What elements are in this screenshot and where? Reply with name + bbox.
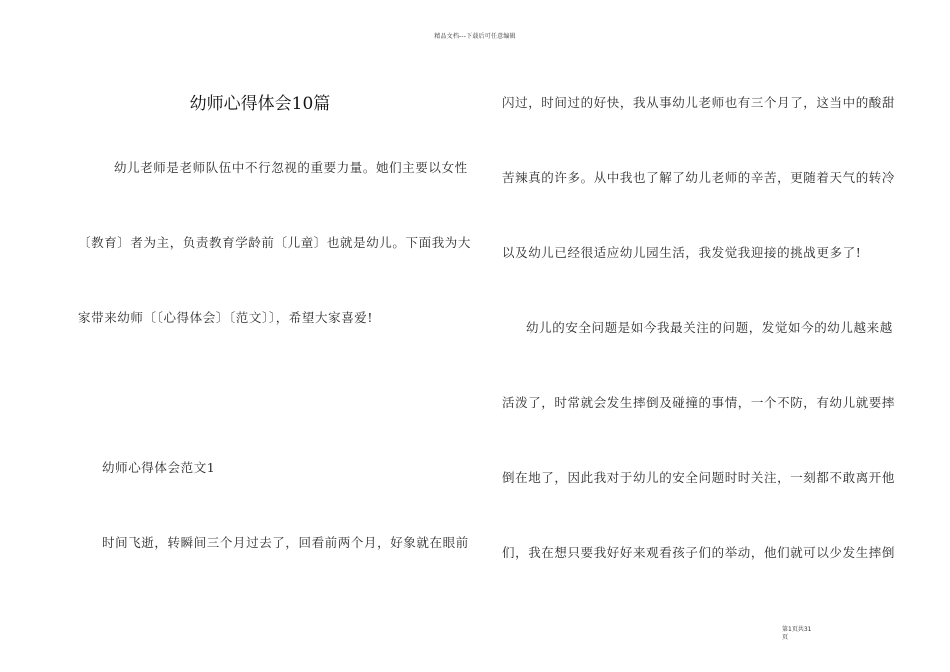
left-paragraph-line: 幼儿老师是老师队伍中不行忽视的重要力量。她们主要以女性: [114, 160, 468, 175]
left-paragraph-line: 〔教育〕者为主，负责教育学龄前〔儿童〕也就是幼儿。下面我为大: [78, 235, 472, 250]
page-number-line: 页: [782, 634, 789, 641]
page-header-note: 精品文档---下载后可任意编辑: [434, 33, 516, 40]
page-number: [782, 626, 822, 642]
right-paragraph-line: 闪过，时间过的好快，我从事幼儿老师也有三个月了，这当中的酸甜: [502, 95, 896, 110]
right-paragraph-line: 们，我在想只要我好好来观看孩子们的举动，他们就可以少发生摔倒: [502, 545, 896, 560]
right-paragraph-line: 活泼了，时常就会发生摔倒及碰撞的事情，一个不防，有幼儿就要摔: [502, 395, 896, 410]
left-paragraph-line: 家带来幼师〔〔心得体会〕〔范文〕〕，希望大家喜爱!: [78, 310, 374, 325]
right-paragraph-line: 幼儿的安全问题是如今我最关注的问题，发觉如今的幼儿越来越: [526, 320, 893, 335]
right-paragraph-line: 倒在地了，因此我对于幼儿的安全问题时时关注，一刻都不敢离开他: [502, 470, 896, 485]
left-paragraph-line: 时间飞逝，转瞬间三个月过去了，回看前两个月，好象就在眼前: [102, 535, 469, 550]
right-paragraph-line: 以及幼儿已经很适应幼儿园生活，我发觉我迎接的挑战更多了!: [502, 245, 862, 260]
section-heading: 幼师心得体会范文1: [102, 460, 216, 475]
document-title: 幼师心得体会10篇: [189, 94, 331, 114]
right-paragraph-line: 苦辣真的许多。从中我也了解了幼儿老师的辛苦，更随着天气的转冷: [502, 170, 896, 185]
page-number-line: 第1页共31: [782, 626, 812, 633]
